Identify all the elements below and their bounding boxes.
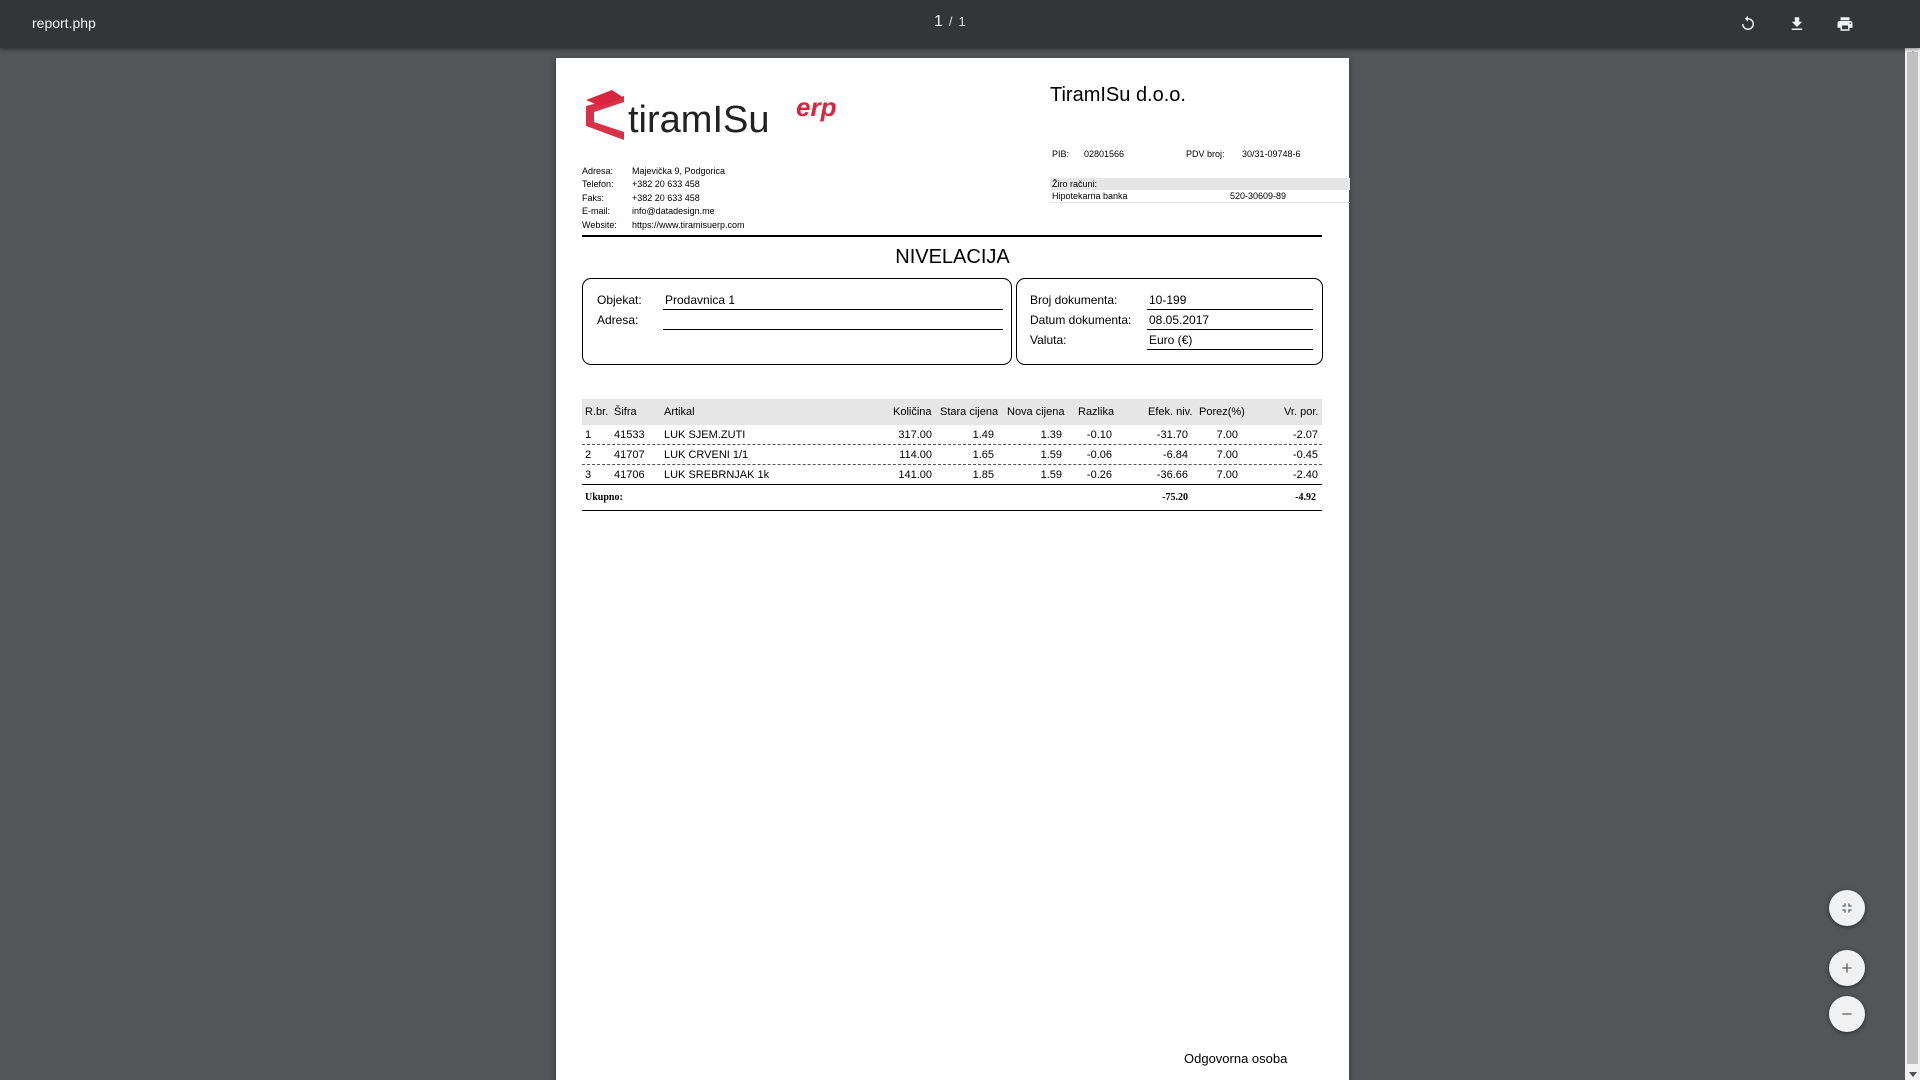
pdv-label: PDV broj:: [1186, 149, 1225, 159]
cell-porez: 7.00: [1216, 449, 1238, 461]
page-counter: [934, 13, 966, 31]
cell-razlika: -0.10: [1086, 429, 1112, 441]
cell-nova-cijena: 1.59: [1040, 449, 1062, 461]
objekat-label: Objekat:: [597, 293, 642, 307]
cell-razlika: -0.26: [1086, 469, 1112, 481]
table-header: [582, 399, 1322, 425]
items-table: [582, 399, 1322, 511]
cell-efek-niv: -31.70: [1156, 429, 1188, 441]
cell-kolicina: 141.00: [898, 469, 932, 481]
contact-label: Adresa:: [582, 166, 614, 176]
cell-artikal: LUK SJEM.ZUTI: [664, 429, 746, 441]
column-header: Nova cijena: [1007, 406, 1065, 418]
column-header: Šifra: [614, 406, 637, 418]
cell-nova-cijena: 1.59: [1040, 469, 1062, 481]
document-title: report.php: [32, 15, 96, 31]
bank-row: [1050, 190, 1350, 203]
table-total-row: [582, 485, 1322, 511]
scrollbar-thumb[interactable]: [1907, 52, 1918, 1064]
table-row: [582, 425, 1322, 445]
cell-razlika: -0.06: [1086, 449, 1112, 461]
cell-vr-por: -0.45: [1292, 449, 1318, 461]
cell-vr-por: -2.40: [1292, 469, 1318, 481]
column-header: Artikal: [664, 406, 695, 418]
column-header: Porez(%): [1199, 406, 1245, 418]
cell-porez: 7.00: [1216, 429, 1238, 441]
contact-value: Majevička 9, Podgorica: [632, 166, 726, 176]
table-row: [582, 465, 1322, 485]
zoom-in-icon: [1839, 960, 1855, 976]
total-label: Ukupno:: [585, 492, 623, 503]
broj-value: 10-199: [1147, 293, 1313, 310]
contact-info: [582, 165, 745, 232]
cell-artikal: LUK SREBRNJAK 1k: [664, 469, 770, 481]
contact-label: Website:: [582, 219, 617, 230]
cell-efek-niv: -36.66: [1156, 469, 1188, 481]
cell-efek-niv: -6.84: [1162, 449, 1188, 461]
bank-accounts-header: Žiro računi:: [1050, 178, 1350, 190]
page-separator: /: [948, 14, 953, 29]
zoom-out-icon: [1839, 1006, 1855, 1022]
contact-value: +382 20 633 458: [632, 192, 700, 203]
document-heading: NIVELACIJA: [895, 246, 1010, 268]
total-efek-niv: -75.20: [1162, 492, 1188, 503]
contact-label: Faks:: [582, 192, 605, 203]
location-box: [582, 278, 1012, 365]
column-header: Stara cijena: [940, 406, 999, 418]
cell-sifra: 41533: [614, 429, 645, 441]
table-row: [582, 445, 1322, 465]
fit-page-button[interactable]: [1829, 890, 1865, 926]
rotate-icon: [1739, 15, 1757, 33]
svg-text:tiramISu: [628, 99, 769, 141]
svg-text:erp: [796, 92, 837, 122]
contact-label: Telefon:: [582, 179, 614, 190]
cell-porez: 7.00: [1216, 469, 1238, 481]
cell-stara-cijena: 1.85: [972, 469, 994, 481]
cell-kolicina: 317.00: [898, 429, 932, 441]
rotate-button[interactable]: [1736, 12, 1760, 36]
cell-vr-por: -2.07: [1292, 429, 1318, 441]
current-page-input[interactable]: 1: [934, 13, 943, 30]
valuta-value: Euro (€): [1147, 333, 1313, 350]
download-icon: [1788, 15, 1806, 33]
column-header: Efek. niv.: [1148, 406, 1193, 418]
datum-value: 08.05.2017: [1147, 313, 1313, 330]
logo-text-erp: erp: [796, 92, 837, 122]
column-header: R.br.: [585, 406, 609, 418]
contact-value: +382 20 633 458: [632, 179, 700, 190]
objekat-value: Prodavnica 1: [663, 293, 1003, 310]
print-button[interactable]: [1833, 12, 1857, 36]
scroll-down-arrow[interactable]: [1909, 1072, 1917, 1077]
column-header: Razlika: [1078, 406, 1115, 418]
cell-stara-cijena: 1.49: [972, 429, 994, 441]
document-info-box: [1016, 278, 1323, 365]
valuta-label: Valuta:: [1030, 333, 1067, 347]
print-icon: [1836, 15, 1854, 33]
zoom-out-button[interactable]: [1829, 996, 1865, 1032]
adresa-value: [663, 313, 1003, 330]
total-pages: 1: [958, 14, 966, 29]
pdf-page: [556, 58, 1349, 1080]
pib-label: PIB:: [1052, 149, 1070, 159]
zoom-in-button[interactable]: [1829, 950, 1865, 986]
fit-page-icon: [1839, 900, 1855, 916]
cell-stara-cijena: 1.65: [972, 449, 994, 461]
total-vr-por: -4.92: [1295, 492, 1316, 503]
contact-value: info@datadesign.me: [632, 206, 715, 217]
column-header: Vr. por.: [1284, 406, 1319, 418]
pdf-toolbar: [0, 0, 1920, 48]
pib-value: 02801566: [1084, 149, 1125, 159]
header-divider: [582, 235, 1322, 237]
cell-sifra: 41706: [614, 469, 645, 481]
logo-text-main: tiramISu: [628, 99, 770, 141]
cell-rbr: 2: [585, 449, 592, 461]
contact-value: https://www.tiramisuerp.com: [632, 219, 745, 230]
cell-artikal: LUK CRVENI 1/1: [664, 449, 749, 461]
adresa-label: Adresa:: [597, 313, 639, 327]
broj-label: Broj dokumenta:: [1030, 293, 1118, 307]
company-logo: [584, 88, 844, 148]
cell-rbr: 1: [585, 429, 592, 441]
contact-label: E-mail:: [582, 206, 611, 217]
cell-nova-cijena: 1.39: [1040, 429, 1062, 441]
bank-name: Hipotekarna banka: [1052, 191, 1128, 201]
company-name: TiramISu d.o.o.: [1050, 84, 1186, 106]
column-header: Količina: [893, 406, 932, 418]
pdv-value: 30/31-09748-6: [1242, 149, 1301, 159]
signature-label: Odgovorna osoba: [1184, 1051, 1288, 1066]
cell-sifra: 41707: [614, 449, 645, 461]
cell-kolicina: 114.00: [899, 449, 932, 461]
bank-account: 520-30609-89: [1230, 191, 1287, 201]
datum-label: Datum dokumenta:: [1030, 313, 1132, 327]
download-button[interactable]: [1785, 12, 1809, 36]
cell-rbr: 3: [585, 469, 592, 481]
